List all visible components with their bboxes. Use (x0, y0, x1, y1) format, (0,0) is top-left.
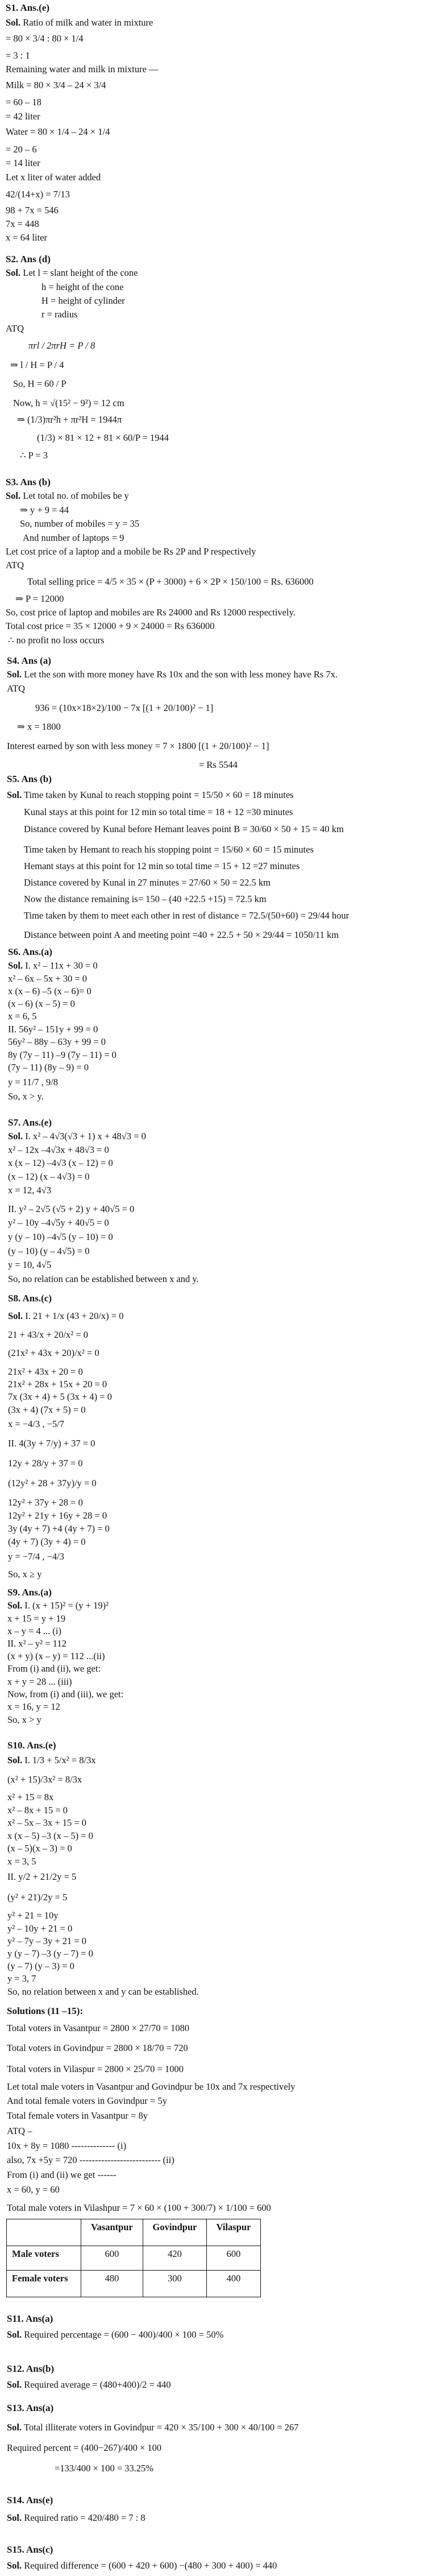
s10-line: y² – 7y – 3y + 21 = 0 (7, 1936, 87, 1946)
s8-line: 7x (3x + 4) + 5 (3x + 4) = 0 (8, 1391, 112, 1402)
s6-heading: S6. Ans.(a) (8, 946, 52, 957)
s10-line: So, no relation between x and y can be established. (7, 1986, 199, 1997)
s10-line: y² + 21 = 10y (7, 1910, 59, 1921)
s7-line: So, no relation can be established between x and y. (8, 1273, 199, 1284)
s1-line: Let x liter of water added (6, 172, 101, 183)
s3-line: Total selling price = 4/5 × 35 × (P + 3000) + 6 × 2P × 150/100 = Rs. 636000 (27, 576, 314, 587)
set-line: Total female voters in Vasantpur = 8y (7, 2110, 148, 2121)
s1-line: x = 64 liter (6, 232, 48, 243)
s13-line: Required percent = (400−267)/400 × 100 (7, 2442, 162, 2453)
s7-line: x (x – 12) –4√3 (x – 12) = 0 (8, 1157, 113, 1168)
sol-label: Sol. (7, 2512, 22, 2523)
set-line: Let total male voters in Vasantpur and Govindpur be 10x and 7x respectively (7, 2081, 296, 2092)
s8-line: 21x² + 43x + 20 = 0 (8, 1366, 83, 1377)
s10-line: (y – 7) (y – 3) = 0 (7, 1961, 74, 1971)
table-cell: 600 (207, 2246, 261, 2271)
set-line: And total female voters in Govindpur = 5y (7, 2095, 167, 2106)
s10-line: x² – 8x + 15 = 0 (7, 1805, 68, 1816)
s1-line: Remaining water and milk in mixture — (6, 64, 159, 75)
s10-line: (x – 5)(x – 3) = 0 (7, 1843, 72, 1854)
sol-label: Sol. (7, 1600, 23, 1611)
s5-line: Time taken by Hemant to reach his stopping point = 15/60 × 60 = 15 minutes (24, 844, 314, 855)
s2-line: Sol. Let l = slant height of the cone (6, 267, 138, 278)
s10-heading: S10. Ans.(e) (7, 1740, 56, 1751)
set-line: 10x + 8y = 1080 -------------- (i) (7, 2140, 127, 2151)
s9-line: x = 16, y = 12 (7, 1701, 60, 1712)
table-cell: 300 (143, 2271, 207, 2297)
s1-line: Water = 80 × 1/4 – 24 × 1/4 (6, 126, 110, 137)
s3-line: ∴ no profit no loss occurs (8, 635, 105, 646)
set-line: From (i) and (ii) we get ------ (7, 2169, 117, 2180)
s1-line: 7x = 448 (6, 218, 39, 229)
s2-line: H = height of cylinder (41, 295, 125, 306)
s2-line: ⇒ l / H = P / 4 (10, 359, 64, 370)
s1-line: = 42 liter (6, 111, 40, 122)
s4-line: = Rs 5544 (199, 759, 238, 770)
s9-line: II. x² – y² = 112 (7, 1638, 66, 1649)
s6-line: x² – 6x – 5x + 30 = 0 (8, 973, 88, 984)
s1-line: = 14 liter (6, 158, 40, 168)
set-line: x = 60, y = 60 (7, 2184, 60, 2195)
s15-line: Sol. Required difference = (600 + 420 + 600) −(480 + 300 + 400) = 440 (7, 2560, 277, 2571)
s4-line: 936 = (10x×18×2)/100 − 7x [(1 + 20/100)² − 1] (35, 702, 214, 713)
sol-label: Sol. (6, 267, 21, 278)
s8-line: 12y + 28/y + 37 = 0 (8, 1458, 83, 1469)
s11-line: Sol. Required percentage = (600 − 400)/400 × 100 = 50% (7, 2329, 224, 2340)
s9-line: x + 15 = y + 19 (7, 1613, 66, 1624)
s6-line: II. 56y² – 151y + 99 = 0 (8, 1024, 98, 1035)
s12-line: Sol. Required average = (480+400)/2 = 440 (7, 2379, 171, 2390)
s6-line: Sol. I. x² – 11x + 30 = 0 (8, 960, 98, 971)
set-line: Total male voters in Vilashpur = 7 × 60 × (100 + 300/7) × 1/100 = 600 (7, 2202, 271, 2213)
s7-line: II. y² – 2√5 (√5 + 2) y + 40√5 = 0 (8, 1204, 135, 1214)
sol-label: Sol. (7, 1755, 23, 1765)
row-label: Male voters (7, 2246, 81, 2271)
s8-line: x = −4/3 , −5/7 (8, 1419, 64, 1429)
s8-line: So, x ≥ y (8, 1569, 42, 1579)
set-line: Total voters in Vilaspur = 2800 × 25/70 = 1000 (7, 2064, 184, 2074)
s1-line: = 3 : 1 (6, 50, 30, 61)
s6-line: (x – 6) (x – 5) = 0 (8, 998, 75, 1009)
table-header-cell: Govindpur (143, 2219, 207, 2246)
set-line: Total voters in Govindpur = 2800 × 18/70 = 720 (7, 2042, 188, 2053)
s1-line: = 80 × 3/4 : 80 × 1/4 (6, 33, 84, 44)
s5-line: Distance covered by Kunal in 27 minutes = 27/60 × 50 = 22.5 km (24, 877, 271, 888)
s8-line: (3x + 4) (7x + 5) = 0 (8, 1404, 86, 1415)
table-cell: 420 (143, 2246, 207, 2271)
sol-label: Sol. (6, 490, 21, 501)
sol-label: Sol. (7, 789, 22, 800)
table-row (7, 2271, 261, 2297)
s10-line: (y² + 21)/2y = 5 (7, 1892, 68, 1903)
table-header-cell: Vasantpur (81, 2219, 143, 2246)
s13-line: Sol. Total illiterate voters in Govindpur = 420 × 35/100 + 300 × 40/100 = 267 (7, 2422, 299, 2433)
s2-heading: S2. Ans (d) (6, 254, 51, 264)
s7-line: x² – 12x –4√3x + 48√3 = 0 (8, 1144, 109, 1155)
s1-line: = 20 – 6 (6, 144, 37, 155)
sol-label: Sol. (6, 17, 21, 28)
s4-line: Sol. Let the son with more money have Rs 10x and the son with less money have Rs 7x. (7, 669, 338, 680)
s3-line: ⇒ P = 12000 (15, 593, 64, 604)
s8-line: (4y + 7) (3y + 4) = 0 (8, 1536, 86, 1547)
s8-line: 12y² + 21y + 16y + 28 = 0 (8, 1510, 107, 1521)
s9-line: From (i) and (ii), we get: (7, 1663, 101, 1674)
sol-label: Sol. (7, 2379, 22, 2390)
s6-line: (7y – 11) (8y – 9) = 0 (8, 1062, 89, 1073)
sol-label: Sol. (8, 1131, 23, 1142)
s2-line: h = height of the cone (41, 282, 124, 292)
s8-line: 21x² + 28x + 15x + 20 = 0 (8, 1379, 107, 1390)
s9-line: (x + y) (x – y) = 112 ...(ii) (7, 1651, 105, 1661)
s2-line: ∴ P = 3 (20, 450, 48, 461)
s1-line: 42/(14+x) = 7/13 (6, 189, 70, 200)
s11-heading: S11. Ans(a) (7, 2313, 53, 2324)
s1-line: Milk = 80 × 3/4 – 24 × 3/4 (6, 80, 106, 90)
table-cell: 600 (81, 2246, 143, 2271)
s2-line: ⇒ (1/3)πr²h + πr²H = 1944π (17, 414, 122, 425)
s8-heading: S8. Ans.(c) (8, 1293, 52, 1304)
s9-line: x + y = 28 ... (iii) (7, 1676, 72, 1687)
s8-line: Sol. I. 21 + 1/x (43 + 20/x) = 0 (8, 1310, 124, 1321)
s10-line: y (y – 7) –3 (y – 7) = 0 (7, 1948, 93, 1959)
sol-label: Sol. (7, 2329, 22, 2340)
table-cell: 400 (207, 2271, 261, 2297)
s9-line: Now, from (i) and (iii), we get: (7, 1689, 124, 1700)
s6-line: x = 6, 5 (8, 1011, 37, 1022)
s7-line: y = 10, 4√5 (8, 1259, 52, 1270)
s10-line: x = 3, 5 (7, 1856, 36, 1867)
voters-table (6, 2219, 261, 2297)
set-line: Total voters in Vasantpur = 2800 × 27/70 = 1080 (7, 2023, 190, 2033)
s2-line: (1/3) × 81 × 12 + 81 × 60/P = 1944 (37, 432, 169, 443)
s1-line: Sol. Ratio of milk and water in mixture (6, 17, 153, 28)
row-label: Female voters (7, 2271, 81, 2297)
s2-line: πrl / 2πrH = P / 8 (28, 340, 95, 351)
s5-line: Sol. Time taken by Kunal to reach stopping point = 15/50 × 60 = 18 minutes (7, 789, 294, 800)
s8-line: 12y² + 37y + 28 = 0 (8, 1497, 83, 1508)
s5-line: Distance between point A and meeting point =40 + 22.5 + 50 × 29/44 = 1050/11 km (24, 929, 339, 940)
sol-label: Sol. (7, 2560, 22, 2571)
sol-label: Sol. (7, 2422, 22, 2433)
s7-line: y² – 10y –4√5y + 40√5 = 0 (8, 1217, 109, 1228)
s9-line: So, x > y (7, 1714, 41, 1725)
set-11-15-heading: Solutions (11 –15): (7, 2006, 84, 2016)
s2-line: So, H = 60 / P (13, 378, 66, 389)
s10-line: x (x – 5) –3 (x – 5) = 0 (7, 1830, 93, 1841)
sol-label: Sol. (7, 669, 22, 680)
s5-line: Kunal stays at this point for 12 min so total time = 18 + 12 =30 minutes (24, 807, 293, 817)
set-line: ATQ – (7, 2126, 32, 2136)
table-header-row (7, 2219, 261, 2246)
table-row (7, 2246, 261, 2271)
s6-line: 56y² – 88y – 63y + 99 = 0 (8, 1036, 106, 1047)
s7-line: x = 12, 4√3 (8, 1185, 52, 1196)
s7-line: (y – 10) (y – 4√5) = 0 (8, 1246, 90, 1256)
table-header-cell (7, 2219, 81, 2246)
s10-line: II. y/2 + 21/2y = 5 (7, 1871, 77, 1882)
s5-line: Distance covered by Kunal before Hemant leaves point B = 30/60 × 50 + 15 = 40 km (24, 824, 344, 834)
s8-line: (12y² + 28 + 37y)/y = 0 (8, 1478, 97, 1488)
s7-line: Sol. I. x² – 4√3(√3 + 1) x + 48√3 = 0 (8, 1131, 146, 1142)
s3-line: Total cost price = 35 × 12000 + 9 × 24000 = Rs 636000 (6, 621, 215, 631)
s1-line: = 60 – 18 (6, 97, 41, 107)
s14-heading: S14. Ans(e) (7, 2495, 53, 2505)
sol-label: Sol. (8, 960, 23, 971)
s1-line: 98 + 7x = 546 (6, 205, 59, 216)
s15-heading: S15. Ans(c) (7, 2544, 53, 2555)
s1-heading: S1. Ans.(e) (6, 2, 49, 13)
s10-line: x² – 5x – 3x + 15 = 0 (7, 1817, 87, 1828)
s7-heading: S7. Ans.(e) (8, 1117, 52, 1128)
s3-line: ⇒ y + 9 = 44 (20, 505, 69, 515)
s14-line: Sol. Required ratio = 420/480 = 7 : 8 (7, 2512, 145, 2523)
s9-line: x – y = 4 ... (i) (7, 1626, 62, 1636)
s6-line: 8y (7y – 11) –9 (7y – 11) = 0 (8, 1049, 117, 1060)
s13-line: =133/400 × 100 = 33.25% (55, 2463, 154, 2474)
s4-line: ATQ (7, 683, 26, 694)
s2-line: ATQ (6, 323, 24, 334)
s12-heading: S12. Ans(b) (7, 2363, 55, 2374)
s10-line: Sol. I. 1/3 + 5/x² = 8/3x (7, 1755, 96, 1765)
s3-line: So, cost price of laptop and mobiles are Rs 24000 and Rs 12000 respectively. (6, 607, 296, 618)
s6-line: So, x > y. (8, 1091, 44, 1102)
s5-line: Hemant stays at this point for 12 min so total time = 15 + 12 =27 minutes (24, 861, 300, 871)
s8-line: II. 4(3y + 7/y) + 37 = 0 (8, 1438, 95, 1449)
s8-line: (21x² + 43x + 20)/x² = 0 (8, 1347, 99, 1358)
table-header-cell: Vilaspur (207, 2219, 261, 2246)
s3-heading: S3. Ans (b) (6, 477, 51, 487)
s4-line: ⇒ x = 1800 (17, 721, 61, 732)
sol-label: Sol. (8, 1310, 23, 1321)
s8-line: 21 + 43/x + 20/x² = 0 (8, 1329, 89, 1340)
s3-line: ATQ (6, 560, 24, 570)
s3-line: So, number of mobiles = y = 35 (20, 518, 140, 529)
s7-line: (x – 12) (x – 4√3) = 0 (8, 1171, 90, 1182)
s10-line: x² + 15 = 8x (7, 1792, 54, 1802)
table-cell: 480 (81, 2271, 143, 2297)
s3-line: Let cost price of a laptop and a mobile be Rs 2P and P respectively (6, 546, 256, 557)
s5-heading: S5. Ans (b) (7, 774, 52, 784)
s4-line: Interest earned by son with less money = 7 × 1800 [(1 + 20/100)² − 1] (7, 741, 269, 751)
s7-line: y (y – 10) –4√5 (y – 10) = 0 (8, 1231, 113, 1242)
s10-line: y² – 10y + 21 = 0 (7, 1923, 73, 1934)
set-line: also, 7x +5y = 720 -------------------------- (ii) (7, 2155, 174, 2165)
s3-line: And number of laptops = 9 (23, 532, 124, 543)
s9-line: Sol. I. (x + 15)² = (y + 19)² (7, 1600, 109, 1611)
s9-heading: S9. Ans.(a) (7, 1587, 52, 1598)
s8-line: y = −7/4 , −4/3 (8, 1551, 64, 1562)
s10-line: (x² + 15)/3x² = 8/3x (7, 1774, 82, 1785)
s6-line: x (x – 6) –5 (x – 6)= 0 (8, 986, 91, 997)
s2-line: Now, h = √(15² − 9²) = 12 cm (13, 398, 124, 408)
s3-line: Sol. Let total no. of mobiles be y (6, 490, 129, 501)
s2-line: r = radius (41, 309, 78, 320)
s5-line: Now the distance remaining is= 150 – (40 +22.5 +15) = 72.5 km (24, 894, 267, 904)
s4-heading: S4. Ans (a) (7, 655, 51, 666)
s10-line: y = 3, 7 (7, 1973, 36, 1984)
s13-heading: S13. Ans(a) (7, 2403, 54, 2413)
s5-line: Time taken by them to meet each other in rest of distance = 72.5/(50+60) = 29/44 hour (24, 910, 350, 921)
s6-line: y = 11/7 , 9/8 (8, 1077, 58, 1088)
s8-line: 3y (4y + 7) +4 (4y + 7) = 0 (8, 1523, 110, 1534)
